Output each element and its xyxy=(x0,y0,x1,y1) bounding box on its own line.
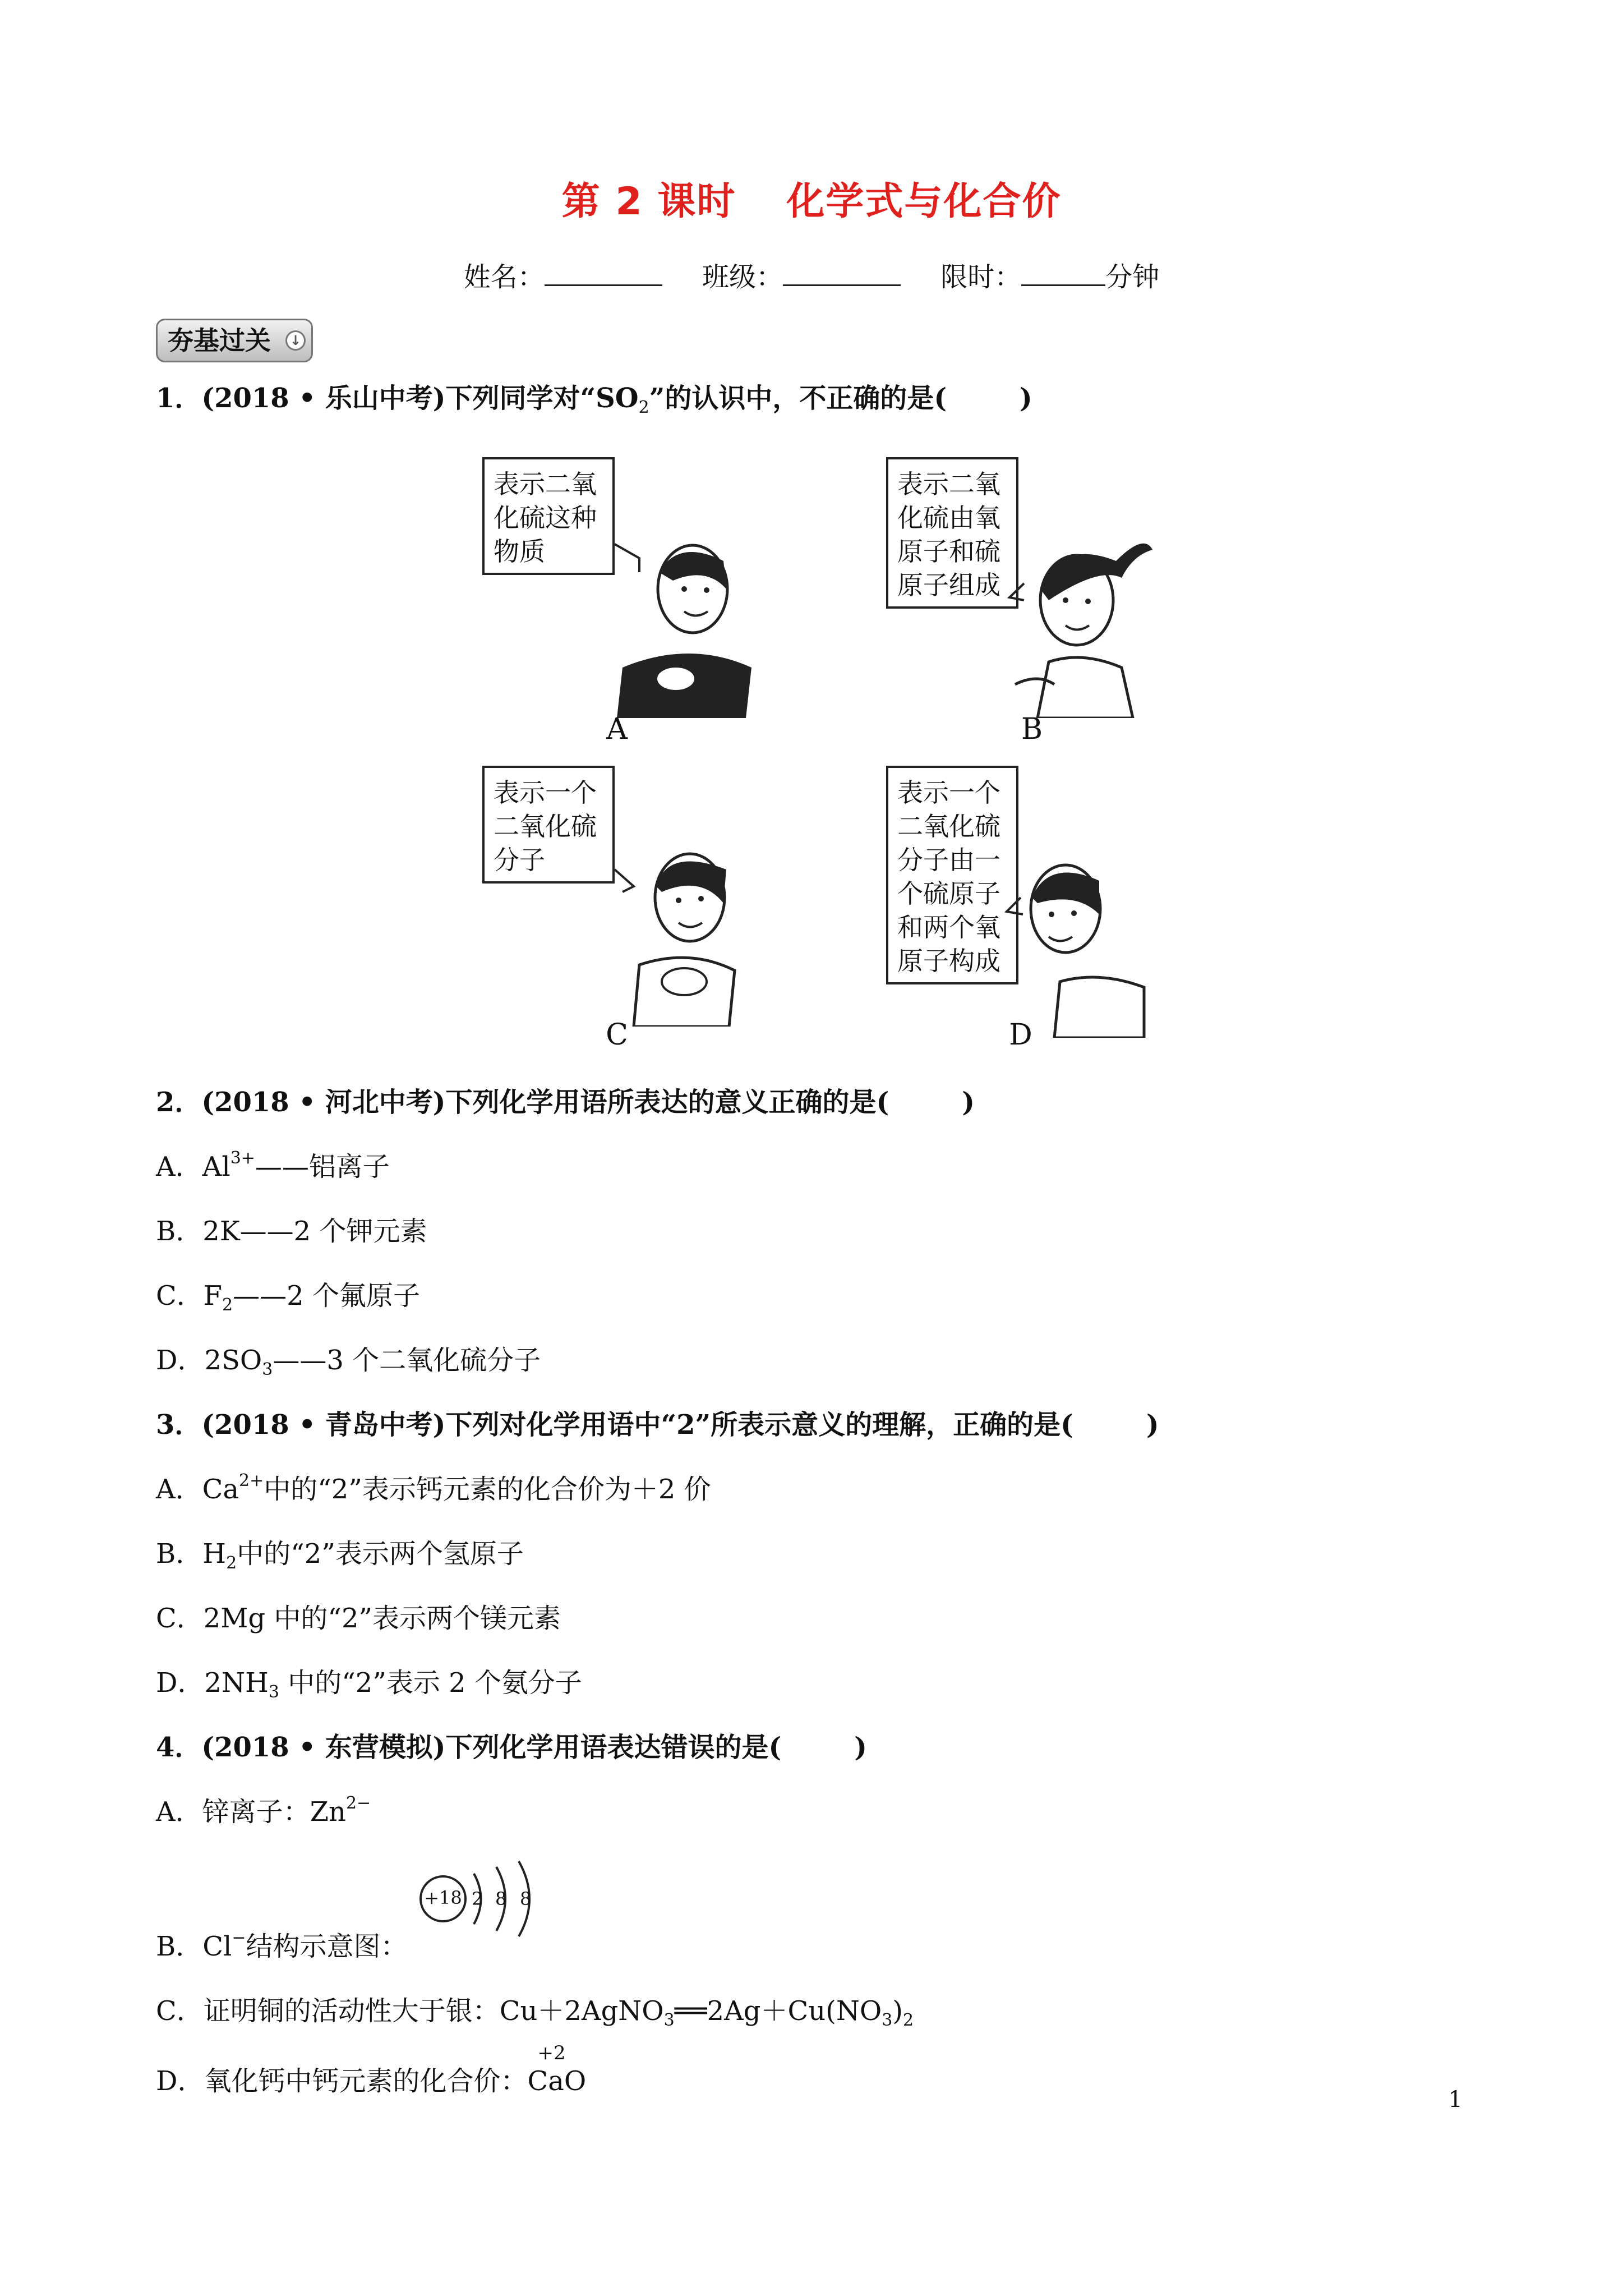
q2-a-post: ——铝离子 xyxy=(255,1151,390,1182)
shell-3-electrons: 8 xyxy=(520,1888,532,1910)
q4-d-pre: D．氧化钙中钙元素的化合价： xyxy=(156,2065,528,2097)
q3-option-a xyxy=(156,1473,711,1506)
q4-a-sup: 2− xyxy=(345,1793,371,1813)
question-1-figure xyxy=(0,0,1623,1066)
q2-stem-text: 2．(2018 • 河北中考)下列化学用语所表达的意义正确的是( xyxy=(156,1087,889,1118)
q4-c-sub2: 3 xyxy=(882,2010,893,2030)
q2-d-pre: D．2SO xyxy=(156,1345,262,1376)
q3-a-post: 中的“2”表示钙元素的化合价为＋2 价 xyxy=(264,1474,711,1505)
option-label-d: D xyxy=(1009,1018,1032,1052)
q3-c-text: C．2Mg 中的“2”表示两个镁元素 xyxy=(156,1603,561,1634)
q4-option-d xyxy=(156,2042,587,2098)
q3-b-sub: 2 xyxy=(226,1553,237,1573)
q2-option-a xyxy=(156,1150,390,1184)
q4-a-pre: A．锌离子：Zn xyxy=(156,1796,346,1828)
bubble-line: 化硫由氧 xyxy=(897,503,1000,533)
q4-option-c xyxy=(156,1994,914,2028)
q1-stem-text: 1．(2018 • 乐山中考)下列同学对“SO xyxy=(156,383,639,414)
bubble-line: 原子和硫 xyxy=(897,536,1000,567)
q2-c-pre: C．F xyxy=(156,1280,223,1312)
bubble-line: 和两个氧 xyxy=(897,912,1000,942)
q3-option-b xyxy=(156,1537,524,1571)
q4-stem-text: 4．(2018 • 东营模拟)下列化学用语表达错误的是( xyxy=(156,1732,782,1763)
q2-c-post: ——2 个氟原子 xyxy=(233,1280,420,1312)
option-label-b: B xyxy=(1021,712,1043,746)
q1-stem-end: ”的认识中，不正确的是( xyxy=(649,383,947,414)
question-3-stem xyxy=(156,1408,1159,1442)
page-number: 1 xyxy=(1448,2087,1463,2113)
q4-c-mid: ══2Ag＋Cu(NO xyxy=(674,1995,882,2027)
q4-b-post: 结构示意图： xyxy=(246,1931,408,1962)
girl-b-illustration xyxy=(1004,516,1155,718)
q2-option-c xyxy=(156,1279,420,1313)
bubble-line: 物质 xyxy=(494,536,545,567)
q3-a-pre: A．Ca xyxy=(156,1474,239,1505)
q4-c-mid2: ) xyxy=(892,1995,903,2027)
q2-option-d xyxy=(156,1343,541,1377)
boy-a-illustration xyxy=(606,527,751,718)
q2-close: ) xyxy=(962,1087,975,1118)
q4-c-pre: C．证明铜的活动性大于银：Cu＋2AgNO xyxy=(156,1995,664,2027)
question-2-stem xyxy=(156,1085,975,1119)
bubble-line: 二氧化硫 xyxy=(494,811,597,841)
q1-sub: 2 xyxy=(638,398,649,417)
q3-a-sup: 2+ xyxy=(239,1471,264,1490)
q4-b-sup: − xyxy=(232,1928,246,1948)
q4-close: ) xyxy=(854,1732,867,1763)
q3-d-sub: 3 xyxy=(268,1682,279,1702)
section-badge-label: 夯基过关 xyxy=(168,325,271,356)
time-label: 限时： xyxy=(940,261,1022,293)
bubble-line: 表示一个 xyxy=(494,777,597,808)
bubble-line: 原子构成 xyxy=(897,946,1000,976)
boy-d-illustration xyxy=(1004,853,1150,1038)
bubble-line: 表示二氧 xyxy=(897,469,1000,499)
valence-formula xyxy=(527,2042,587,2098)
class-label: 班级： xyxy=(702,261,783,293)
speech-bubble-a xyxy=(482,457,615,575)
bubble-line: 分子由一 xyxy=(897,845,1000,875)
option-label-a: A xyxy=(606,712,628,746)
bubble-line: 化硫这种 xyxy=(494,503,597,533)
q3-d-pre: D．2NH xyxy=(156,1667,269,1699)
q4-c-sub1: 3 xyxy=(663,2010,675,2030)
lesson-topic: 化学式与化合价 xyxy=(786,180,1062,224)
boy-c-illustration xyxy=(600,836,751,1027)
q3-stem-text: 3．(2018 • 青岛中考)下列对化学用语中“2”所表示意义的理解，正确的是( xyxy=(156,1409,1073,1441)
q3-close: ) xyxy=(1146,1409,1159,1441)
speech-bubble-c xyxy=(482,766,615,884)
speech-bubble-b xyxy=(886,457,1018,609)
bubble-line: 表示二氧 xyxy=(494,469,597,499)
question-4-stem xyxy=(156,1731,867,1764)
bubble-line: 原子组成 xyxy=(897,570,1000,600)
bubble-line: 分子 xyxy=(494,845,545,875)
q3-d-post: 中的“2”表示 2 个氨分子 xyxy=(279,1667,582,1699)
q2-a-pre: A．Al xyxy=(156,1151,230,1182)
q4-option-b xyxy=(156,1930,408,1963)
q3-b-post: 中的“2”表示两个氢原子 xyxy=(237,1538,524,1570)
time-unit: 分钟 xyxy=(1105,261,1160,293)
q1-close: ) xyxy=(1020,383,1032,414)
q3-b-pre: B．H xyxy=(156,1538,227,1570)
bubble-line: 表示一个 xyxy=(897,777,1000,808)
nucleus-charge: +18 xyxy=(424,1887,462,1908)
q2-b-text: B．2K——2 个钾元素 xyxy=(156,1216,427,1247)
q2-d-sub: 3 xyxy=(262,1360,273,1379)
q4-c-sub3: 2 xyxy=(903,2010,914,2030)
arrow-down-icon: ↓ xyxy=(285,330,306,351)
shell-1-electrons: 2 xyxy=(472,1888,483,1910)
bubble-line: 个硫原子 xyxy=(897,878,1000,909)
q3-option-c xyxy=(156,1602,561,1635)
q2-a-sup: 3+ xyxy=(230,1148,255,1168)
formula-cao: CaO xyxy=(527,2065,587,2097)
q3-option-d xyxy=(156,1666,582,1700)
option-label-c: C xyxy=(606,1018,628,1052)
bubble-line: 二氧化硫 xyxy=(897,811,1000,841)
speech-bubble-d xyxy=(886,766,1018,984)
ion-structure-diagram xyxy=(418,1857,558,1941)
q2-d-post: ——3 个二氧化硫分子 xyxy=(273,1345,541,1376)
q2-option-b xyxy=(156,1214,427,1248)
q4-b-pre: B．Cl xyxy=(156,1931,232,1962)
name-label: 姓名： xyxy=(463,261,545,293)
q2-c-sub: 2 xyxy=(222,1295,233,1315)
q4-option-a xyxy=(156,1795,371,1829)
lesson-number: 第 2 课时 xyxy=(561,180,736,224)
shell-2-electrons: 8 xyxy=(495,1888,507,1910)
valence-mark: +2 xyxy=(537,2042,566,2064)
